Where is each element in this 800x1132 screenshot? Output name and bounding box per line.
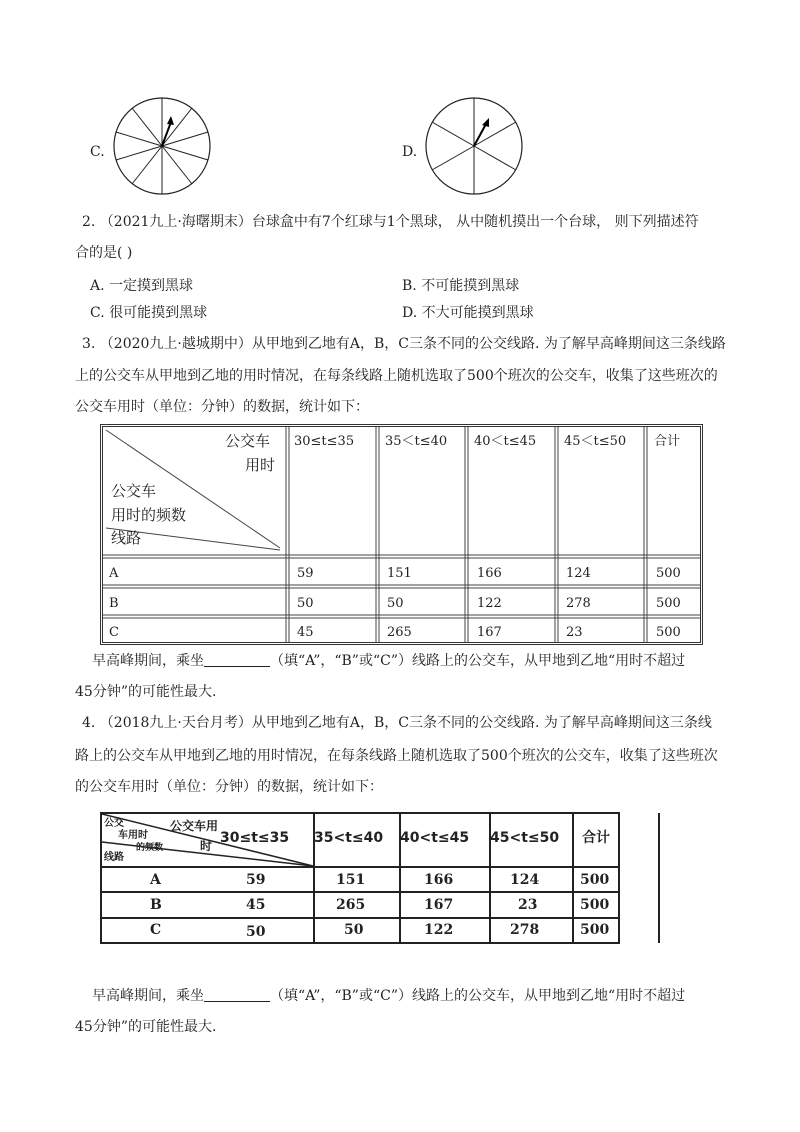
- q3-header-3: 45＜t≤50: [564, 434, 627, 449]
- q4-row-a-v0: 59: [246, 872, 266, 888]
- q2-option-c: C. 很可能摸到黑球: [90, 305, 208, 321]
- q4-answer-line1: [92, 986, 685, 1006]
- q3-row-c-v1: 265: [387, 625, 412, 640]
- q4-stem-line1: 4. （2018九上·天台月考）从甲地到乙地有A，B，C三条不同的公交线路. 为了解早高峰期间这三条线: [82, 715, 712, 731]
- q4-row-a-label: A: [150, 872, 161, 888]
- q3-header-1: 35＜t≤40: [385, 434, 448, 449]
- q4-corner-bottom-3: 的频数: [136, 843, 164, 853]
- q4-header-3: 45<t≤50: [490, 830, 560, 846]
- q3-row-b-v3: 278: [566, 596, 591, 611]
- q3-row-c-v2: 167: [477, 625, 502, 640]
- q3-answer-pre: 早高峰期间，乘坐: [92, 653, 204, 669]
- q2-option-b: B. 不可能摸到黑球: [402, 278, 520, 294]
- q4-row-c-v0: 50: [246, 924, 266, 940]
- q3-header-2: 40＜t≤45: [474, 434, 537, 449]
- q4-corner-top-1: 公交车用: [170, 819, 219, 833]
- q4-row-a-v1: 151: [336, 872, 366, 888]
- q4-row-c-v4: 500: [580, 922, 610, 938]
- q3-row-a-label: A: [109, 566, 119, 581]
- q3-row-a-v4: 500: [656, 566, 681, 581]
- q4-row-b-label: B: [150, 897, 162, 913]
- q3-corner-top-1: 公交车: [225, 432, 271, 450]
- q4-row-b-v0: 45: [246, 897, 266, 913]
- q4-answer-blank[interactable]: [204, 987, 270, 1002]
- q3-row-a-v1: 151: [387, 566, 412, 581]
- q2-option-a: A. 一定摸到黑球: [90, 278, 194, 294]
- q3-stem-line3: 公交车用时（单位：分钟）的数据，统计如下：: [75, 399, 369, 415]
- q3-answer-blank[interactable]: [204, 652, 270, 667]
- q3-row-a-v2: 166: [477, 566, 502, 581]
- q3-corner-bottom-2: 用时的频数: [111, 506, 187, 524]
- q4-header-0: 30≤t≤35: [220, 830, 290, 846]
- q3-row-c-label: C: [109, 625, 119, 640]
- q3-row-b-label: B: [109, 596, 119, 611]
- q4-corner-bottom-1: 公交: [104, 818, 124, 829]
- q3-corner-top-2: 用时: [245, 456, 276, 474]
- q3-row-c-v0: 45: [297, 625, 314, 640]
- q3-stem-line2: 上的公交车从甲地到乙地的用时情况，在每条线路上随机选取了500个班次的公交车，收集了这些班次的: [75, 368, 718, 384]
- q3-answer-line1: [92, 651, 685, 671]
- q3-header-0: 30≤t≤35: [294, 434, 355, 449]
- q4-frequency-table: [100, 812, 620, 944]
- q3-row-b-v1: 50: [387, 596, 404, 611]
- q3-row-b-v4: 500: [656, 596, 681, 611]
- q3-row-c-v3: 23: [566, 625, 583, 640]
- q4-row-a-v4: 500: [580, 872, 610, 888]
- q3-corner-bottom-1: 公交车: [111, 482, 157, 500]
- q4-row-a-v2: 166: [424, 872, 454, 888]
- q4-answer-pre: 早高峰期间，乘坐: [92, 988, 204, 1004]
- q4-row-b-v1: 265: [336, 897, 366, 913]
- q4-corner-bottom-4: 线路: [104, 852, 124, 863]
- q4-row-c-label: C: [150, 922, 162, 938]
- q4-row-a-v3: 124: [510, 872, 540, 888]
- q4-row-b-v4: 500: [580, 897, 610, 913]
- q4-row-c-v1: 50: [344, 922, 364, 938]
- q4-header-2: 40<t≤45: [400, 830, 470, 846]
- spinner-c-diagram: [112, 96, 212, 196]
- q4-header-4: 合计: [582, 830, 610, 846]
- q2-stem-line1: 2. （2021九上·海曙期末）台球盒中有7个红球与1个黑球， 从中随机摸出一个台球， 则下列描述符: [82, 214, 699, 230]
- q3-row-b-v2: 122: [477, 596, 502, 611]
- q3-answer-post: （填“A”，“B”或“C”）线路上的公交车，从甲地到乙地“用时不超过: [270, 653, 686, 669]
- q3-row-a-v0: 59: [297, 566, 314, 581]
- option-c-label: C.: [90, 144, 105, 160]
- q3-row-a-v3: 124: [566, 566, 591, 581]
- q4-row-c-v3: 278: [510, 922, 540, 938]
- q4-row-b-v3: 23: [518, 897, 538, 913]
- q4-row-c-v2: 122: [424, 922, 454, 938]
- q3-answer-line2: 45分钟”的可能性最大.: [75, 684, 217, 700]
- q3-row-b-v0: 50: [297, 596, 314, 611]
- q2-option-d: D. 不大可能摸到黑球: [402, 305, 534, 321]
- q4-answer-line2: 45分钟”的可能性最大.: [75, 1019, 217, 1035]
- q2-stem-line2: 合的是( ): [75, 245, 133, 261]
- spinner-d-diagram: [424, 96, 524, 196]
- option-d-label: D.: [402, 144, 418, 160]
- q4-stem-line2: 路上的公交车从甲地到乙地的用时情况，在每条线路上随机选取了500个班次的公交车，收集了这些班次: [75, 748, 718, 764]
- q4-stem-line3: 的公交车用时（单位：分钟）的数据，统计如下：: [75, 779, 383, 795]
- q4-corner-top-2: 时: [200, 839, 213, 853]
- q4-header-1: 35<t≤40: [314, 830, 384, 846]
- q3-row-c-v4: 500: [656, 625, 681, 640]
- q4-answer-post: （填“A”，“B”或“C”）线路上的公交车，从甲地到乙地“用时不超过: [270, 988, 686, 1004]
- q3-header-4: 合计: [654, 434, 681, 449]
- q3-corner-bottom-3: 线路: [111, 529, 142, 547]
- q4-row-b-v2: 167: [424, 897, 454, 913]
- q3-frequency-table: [100, 424, 703, 645]
- q3-stem-line1: 3. （2020九上·越城期中）从甲地到乙地有A，B，C三条不同的公交线路. 为了解早高峰期间这三条线路: [82, 336, 726, 352]
- q4-corner-bottom-2: 车用时: [118, 830, 148, 841]
